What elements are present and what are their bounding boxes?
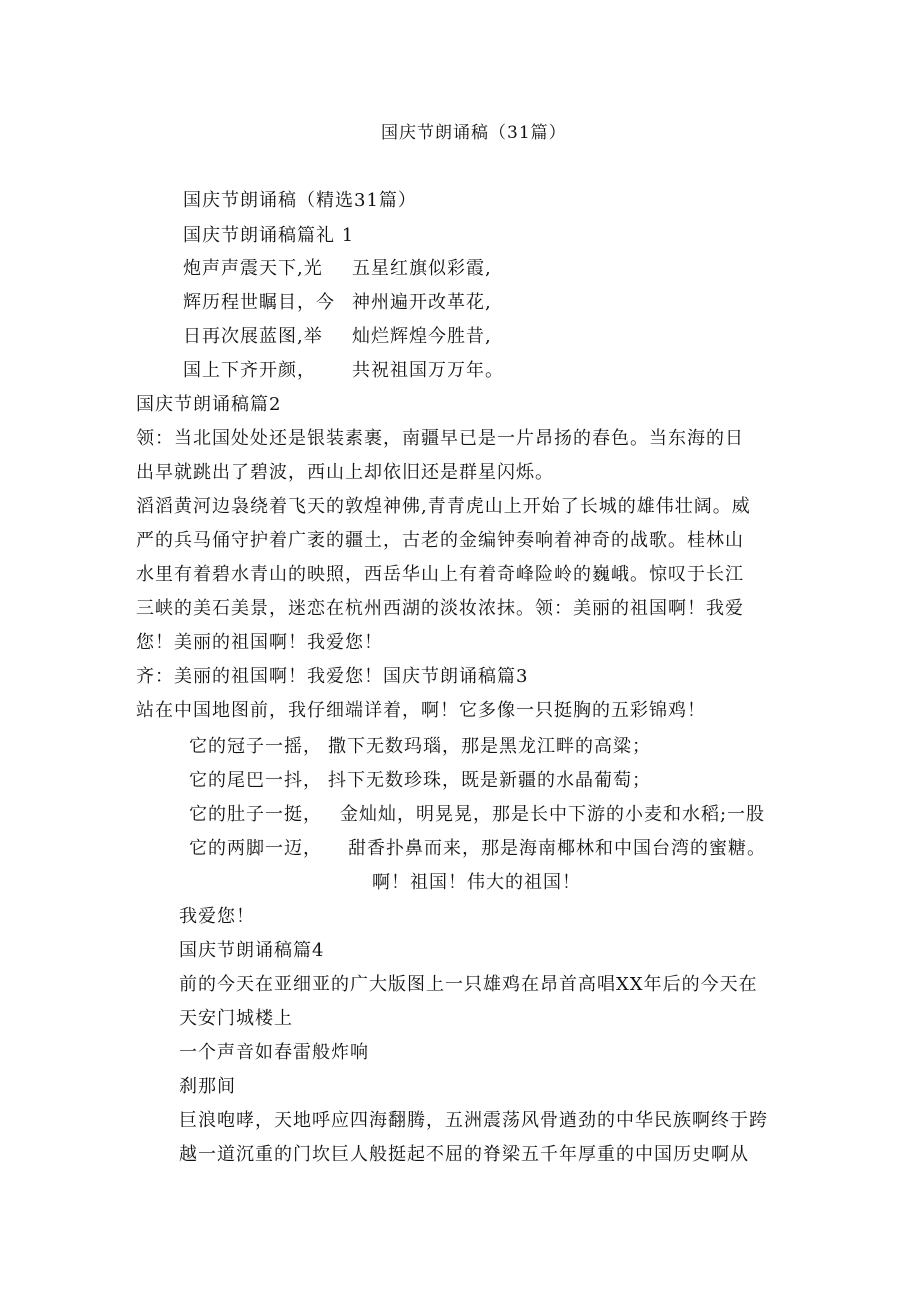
- poem3-right-line: 撒下无数玛瑙，那是黑龙江畔的高粱；: [328, 736, 651, 757]
- poem3-left-line: 它的尾巴一抖，: [189, 770, 322, 791]
- paragraph-line: 齐：美丽的祖国啊！我爱您！国庆节朗诵稿篇3: [136, 666, 529, 687]
- paragraph-line: 出早就跳出了碧波，西山上却依旧还是群星闪烁。: [136, 462, 554, 483]
- poem3-left-line: 它的肚子一挺，: [189, 804, 322, 825]
- document-title: 国庆节朗诵稿（31篇）: [381, 123, 567, 143]
- paragraph-line: 前的今天在亚细亚的广大版图上一只雄鸡在昂首高唱XX年后的今天在: [179, 974, 758, 995]
- section-heading-1: 国庆节朗诵稿篇礼 1: [183, 225, 355, 246]
- poem-right-line: 灿烂辉煌今胜昔,: [352, 326, 492, 347]
- document-subtitle: 国庆节朗诵稿（精选31篇）: [183, 190, 417, 211]
- poem-left-line: 辉历程世瞩目，今: [183, 292, 335, 313]
- paragraph-line: 严的兵马俑守护着广袤的疆土，古老的金编钟奏响着神奇的战歌。桂林山: [136, 530, 744, 551]
- paragraph-line: 滔滔黄河边袅绕着飞天的敦煌神佛,青青虎山上开始了长城的雄伟壮阔。威: [136, 496, 751, 517]
- paragraph-line: 水里有着碧水青山的映照，西岳华山上有着奇峰险岭的巍峨。惊叹于长江: [136, 564, 744, 585]
- paragraph-line: 一个声音如春雷般炸响: [179, 1042, 369, 1063]
- paragraph-line: 您！美丽的祖国啊！我爱您！: [136, 632, 383, 653]
- poem-right-line: 神州遍开改革花,: [352, 292, 492, 313]
- poem-left-line: 国上下齐开颜，: [183, 360, 316, 381]
- poem-left-line: 炮声声震天下,光: [183, 258, 323, 279]
- paragraph-line: 三峡的美石美景，迷恋在杭州西湖的淡妆浓抹。领：美丽的祖国啊！我爱: [136, 598, 744, 619]
- poem-right-line: 共祝祖国万万年。: [352, 360, 504, 381]
- section-heading-2: 国庆节朗诵稿篇2: [136, 394, 282, 415]
- section-heading-4: 国庆节朗诵稿篇4: [179, 940, 325, 961]
- poem-right-line: 五星红旗似彩霞,: [352, 258, 492, 279]
- poem3-center-line: 啊！祖国！伟大的祖国！: [372, 872, 581, 893]
- paragraph-line: 刹那间: [179, 1076, 236, 1097]
- paragraph-line: 我爱您！: [179, 906, 255, 927]
- paragraph-line: 领：当北国处处还是银装素裹，南疆早已是一片昂扬的春色。当东海的日: [136, 428, 744, 449]
- poem-left-line: 日再次展蓝图,举: [183, 326, 323, 347]
- poem3-left-line: 它的冠子一摇，: [189, 736, 322, 757]
- paragraph-line: 巨浪咆哮，天地呼应四海翻腾，五洲震荡风骨遒劲的中华民族啊终于跨: [179, 1110, 768, 1131]
- paragraph-line: 天安门城楼上: [179, 1008, 293, 1029]
- paragraph-line: 站在中国地图前，我仔细端详着，啊！它多像一只挺胸的五彩锦鸡！: [136, 700, 706, 721]
- poem3-right-line: 金灿灿，明晃晃，那是长中下游的小麦和水稻;一股: [340, 804, 766, 825]
- poem3-left-line: 它的两脚一迈，: [189, 838, 322, 859]
- poem3-right-line: 抖下无数珍珠，既是新疆的水晶葡萄；: [328, 770, 651, 791]
- poem3-right-line: 甜香扑鼻而来，那是海南椰林和中国台湾的蜜糖。: [348, 838, 766, 859]
- paragraph-line: 越一道沉重的门坎巨人般挺起不屈的脊梁五千年厚重的中国历史啊从: [179, 1144, 749, 1165]
